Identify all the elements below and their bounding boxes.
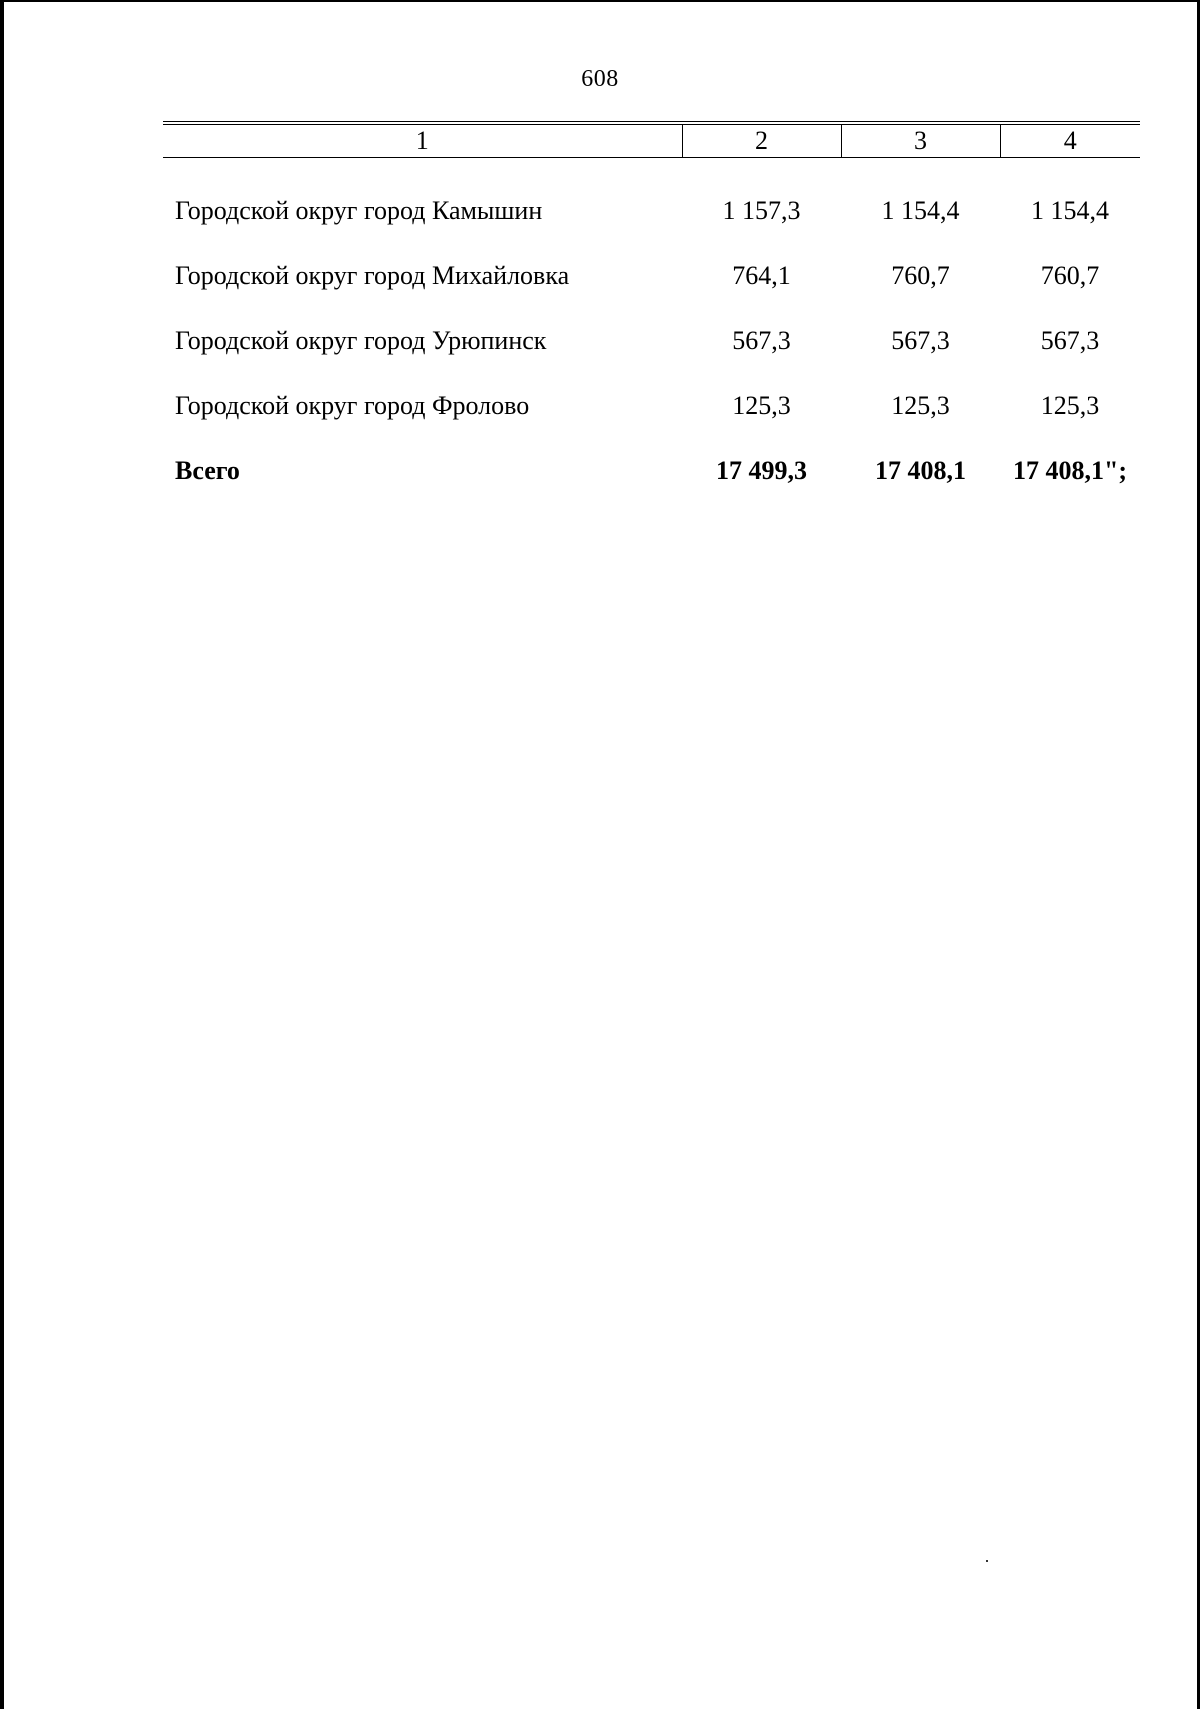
- column-header-2: 2: [682, 125, 841, 158]
- row-value-col4: 760,7: [1040, 260, 1100, 290]
- table-row: [163, 158, 1140, 244]
- row-value-col3: 760,7: [891, 260, 950, 290]
- row-value-col4: 125,3: [1040, 390, 1100, 420]
- row-name: Городской округ город Михайловка: [175, 260, 570, 290]
- row-name: Городской округ город Фролово: [175, 390, 530, 420]
- scan-speck: [986, 1560, 988, 1562]
- column-header-1: 1: [163, 125, 682, 158]
- column-header-3: 3: [841, 125, 1000, 158]
- row-value-col3: 1 154,4: [881, 195, 960, 225]
- scan-edge-top: [0, 0, 1200, 2]
- row-value-col2: 567,3: [732, 325, 791, 355]
- row-value-col4: 1 154,4: [1031, 195, 1109, 225]
- row-value-col3: 567,3: [891, 325, 950, 355]
- table-row: [163, 308, 1140, 373]
- total-row: [163, 438, 1140, 503]
- row-value-col2: 764,1: [732, 260, 791, 290]
- scan-edge-left: [0, 0, 4, 1709]
- total-value-col2: 17 499,3: [716, 455, 807, 485]
- table-top-rule: [163, 121, 1140, 122]
- page-number: 608: [581, 66, 619, 92]
- column-header-4: 4: [1000, 125, 1140, 158]
- table-row: [163, 373, 1140, 438]
- total-value-col3: 17 408,1: [875, 455, 966, 485]
- table-row: [163, 243, 1140, 308]
- row-value-col2: 125,3: [732, 390, 791, 420]
- total-value-col4: 17 408,1";: [1012, 455, 1128, 485]
- total-label: Всего: [175, 455, 240, 485]
- table-header-row: [163, 125, 1140, 158]
- row-value-col2: 1 157,3: [722, 195, 801, 225]
- row-name: Городской округ город Камышин: [175, 195, 543, 225]
- row-value-col3: 125,3: [891, 390, 950, 420]
- row-value-col4: 567,3: [1040, 325, 1100, 355]
- row-name: Городской округ город Урюпинск: [175, 325, 547, 355]
- data-table: [163, 124, 1140, 503]
